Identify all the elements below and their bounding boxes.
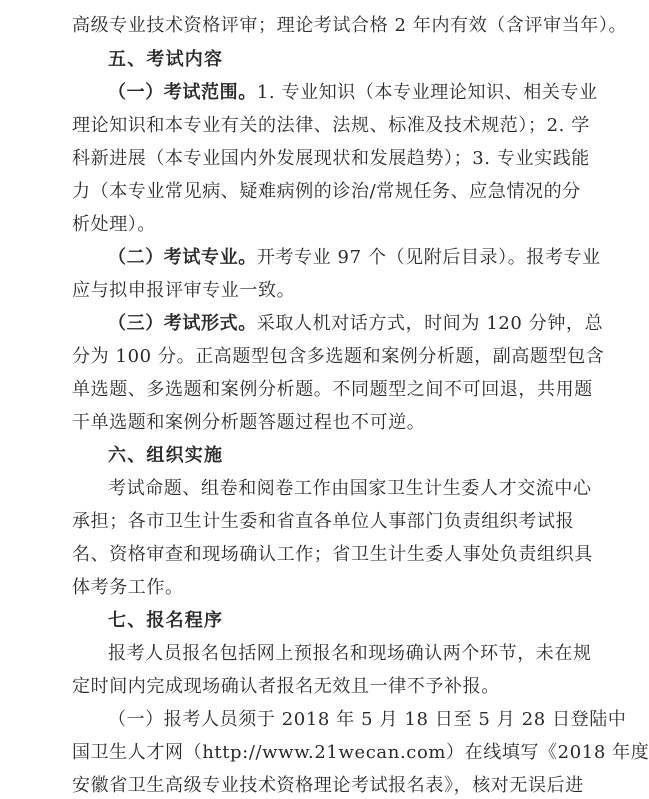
- paragraph-line: 名、资格审查和现场确认工作；省卫生计生委人事处负责组织具: [72, 544, 593, 565]
- paragraph-line: [108, 80, 598, 106]
- paragraph-line: （一）报考人员须于 2018 年 5 月 18 日至 5 月 28 日登陆中: [108, 709, 627, 730]
- text-run: 开考专业 97 个（见附后目录）。报考专业: [256, 247, 601, 268]
- format-label: （三）考试形式。: [108, 313, 257, 334]
- paragraph-line: 承担；各市卫生计生委和省直各单位人事部门负责组织考试报: [72, 511, 575, 532]
- section-heading-5: 五、考试内容: [108, 49, 224, 70]
- paragraph-line: 科新进展（本专业国内外发展现状和发展趋势）；3. 专业实践能: [72, 148, 590, 169]
- paragraph-line: 报考人员报名包括网上预报名和现场确认两个环节，未在规: [108, 643, 592, 664]
- paragraph-line: 考试命题、组卷和阅卷工作由国家卫生计生委人才交流中心: [108, 478, 592, 499]
- section-heading-6: 六、组织实施: [108, 445, 224, 466]
- paragraph-line: 分为 100 分。正高题型包含多选题和案例分析题，副高题型包含: [72, 346, 605, 367]
- paragraph-line: [108, 245, 601, 271]
- paragraph-line: 干单选题和案例分析题答题过程也不可逆。: [72, 412, 426, 433]
- paragraph-line: 力（本专业常见病、疑难病例的诊治/常规任务、应急情况的分: [72, 181, 581, 202]
- text-line: 高级专业技术资格评审；理论考试合格 2 年内有效（含评审当年）。: [72, 15, 628, 36]
- paragraph-line: 国卫生人才网（http://www.21wecan.com）在线填写《2018 年度: [72, 742, 649, 763]
- section-heading-7: 七、报名程序: [108, 610, 224, 631]
- paragraph-line: 定时间内完成现场确认者报名无效且一律不予补报。: [72, 676, 500, 697]
- specialty-label: （二）考试专业。: [108, 247, 257, 268]
- paragraph-line: 安徽省卫生高级专业技术资格理论考试报名表》，核对无误后进: [72, 775, 584, 796]
- text-run: 采取人机对话方式，时间为 120 分钟，总: [256, 313, 604, 334]
- paragraph-line: 应与拟申报评审专业一致。: [72, 280, 296, 301]
- text-run: 1. 专业知识（本专业理论知识、相关专业: [256, 82, 598, 103]
- paragraph-line: [108, 311, 604, 337]
- paragraph-line: 体考务工作。: [72, 577, 184, 598]
- paragraph-line: 析处理）。: [72, 214, 156, 235]
- paragraph-line: 理论知识和本专业有关的法律、法规、标准及技术规范）；2. 学: [72, 115, 590, 136]
- paragraph-line: 单选题、多选题和案例分析题。不同题型之间不可回退，共用题: [72, 379, 593, 400]
- scope-label: （一）考试范围。: [108, 82, 257, 103]
